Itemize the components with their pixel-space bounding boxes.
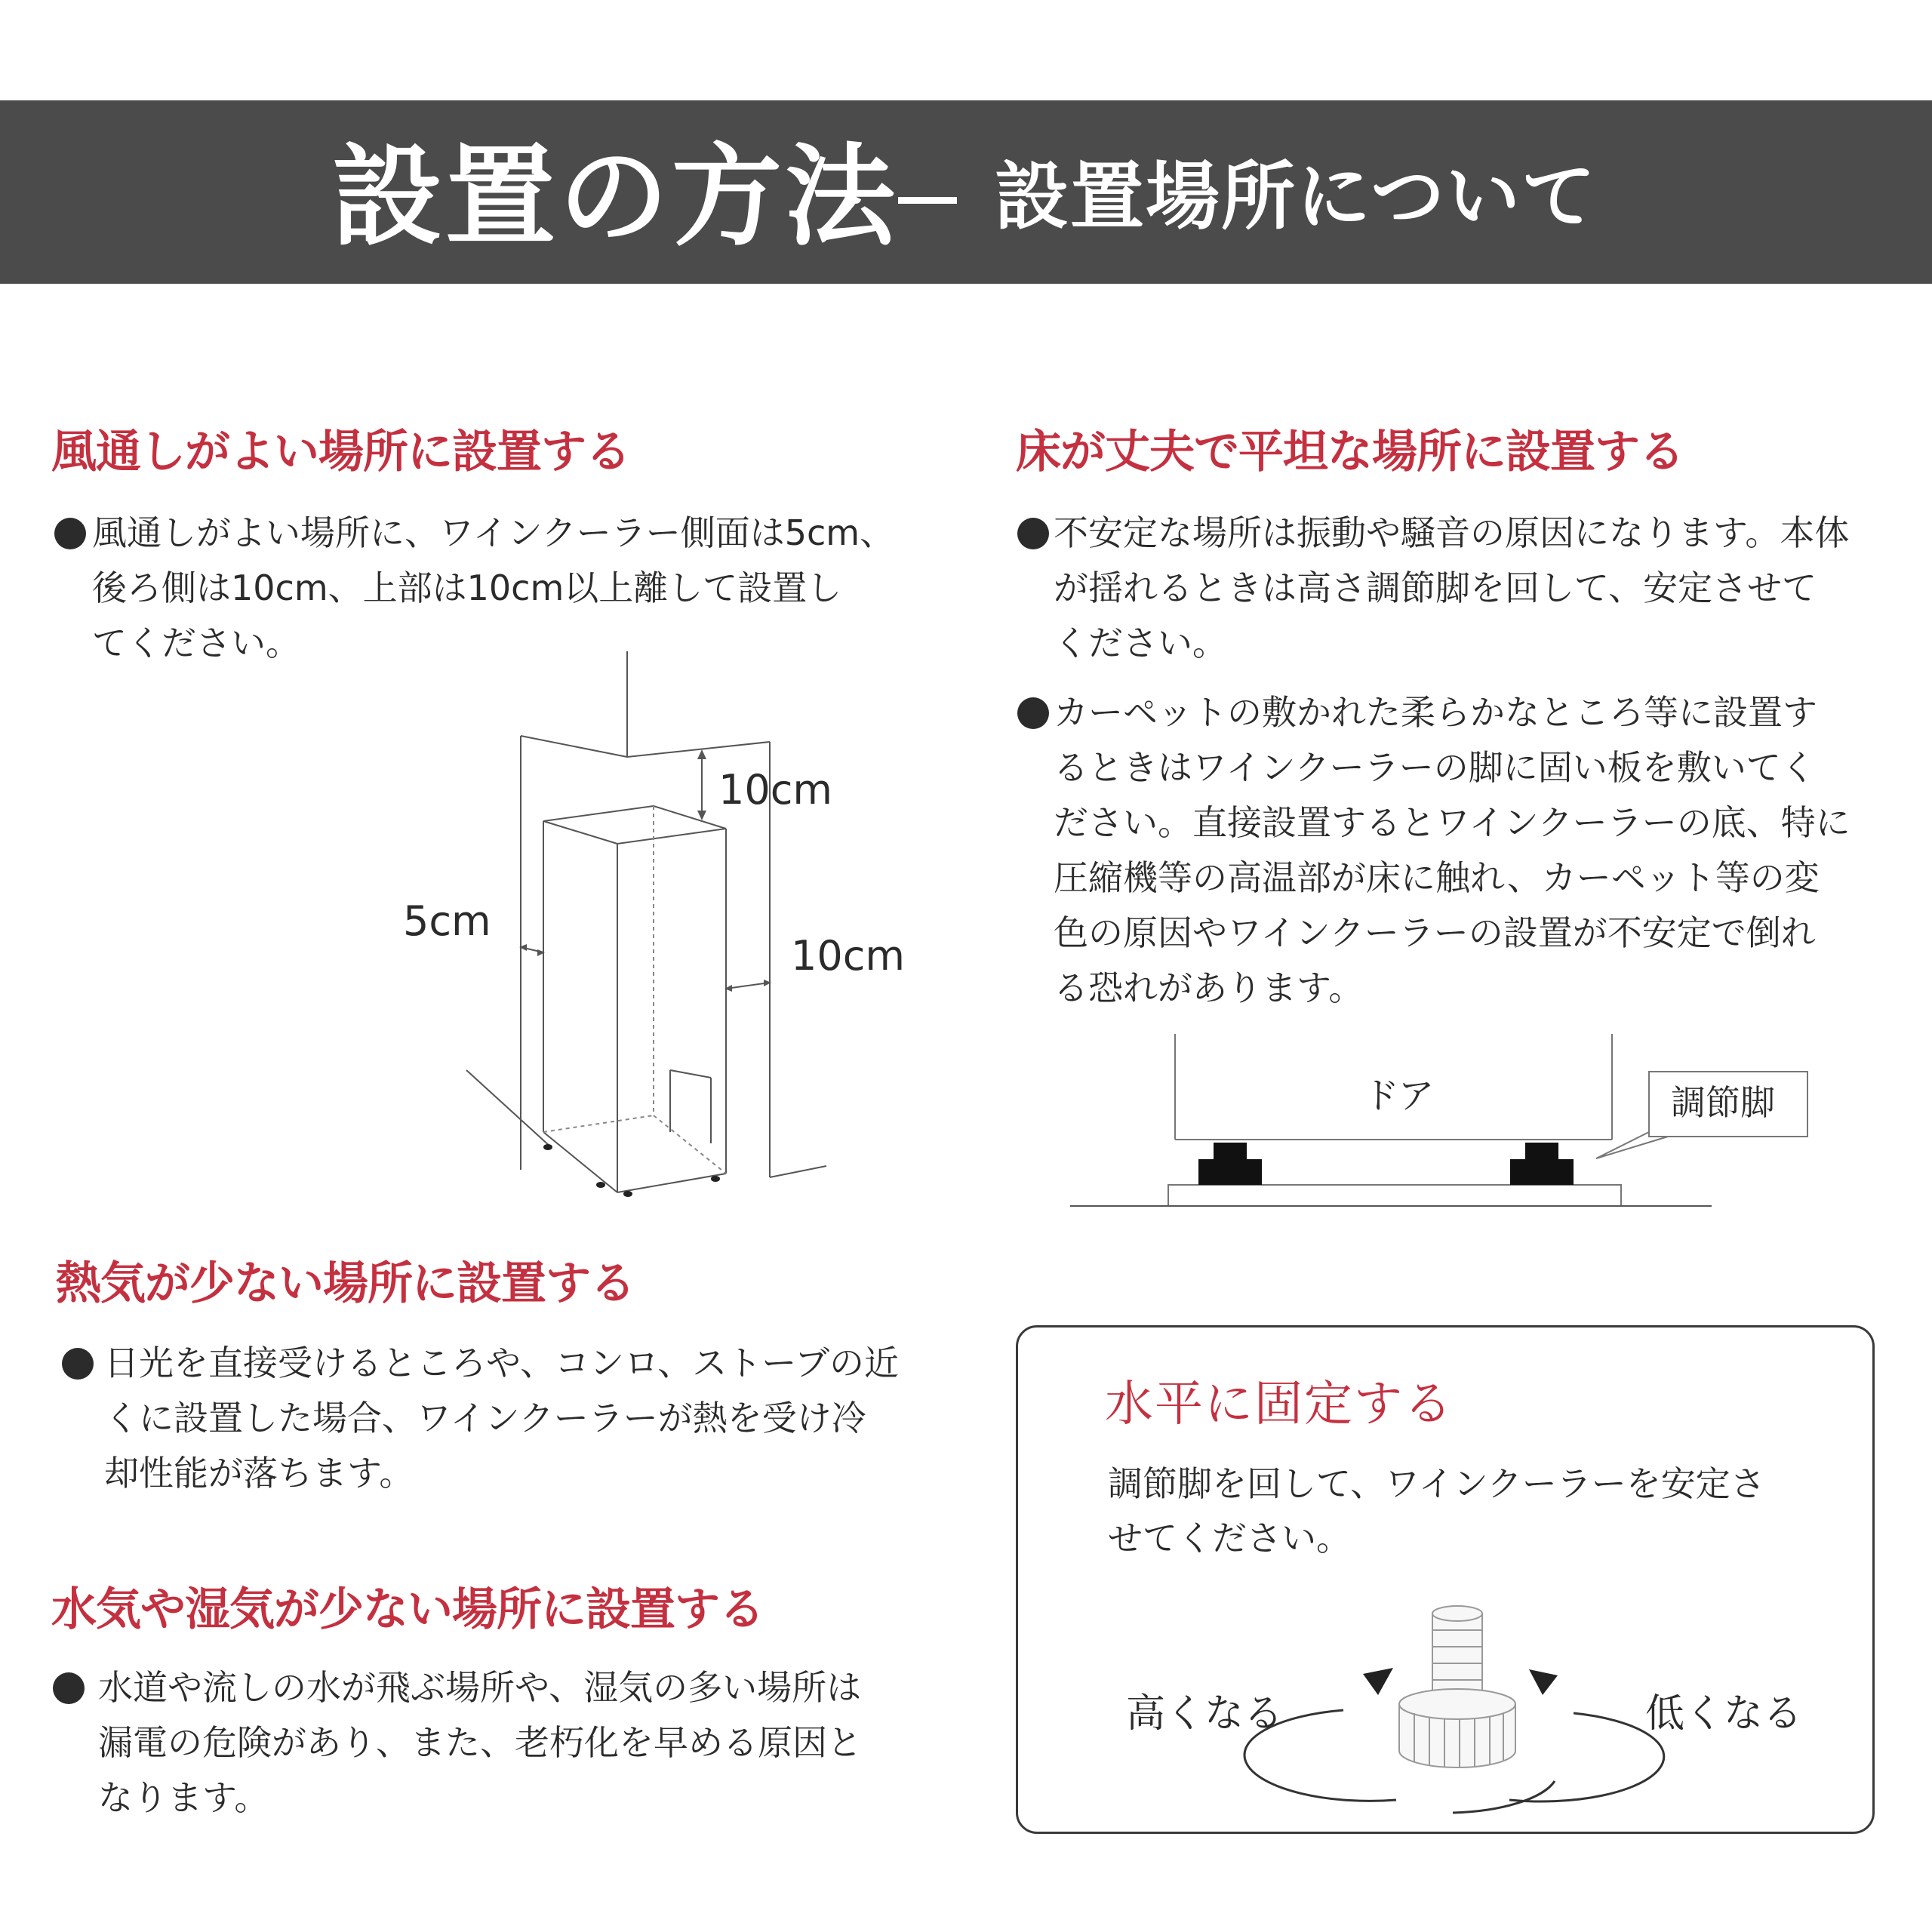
door-label: ドア: [1363, 1075, 1435, 1117]
moisture-line-1: 水道や流しの水が飛ぶ場所や、湿気の多い場所は: [98, 1667, 862, 1708]
level-line-2: せてください。: [1108, 1518, 1351, 1558]
moisture-heading: 水気や湿気が少ない場所に設置する: [51, 1583, 764, 1636]
adjustable-foot-label: 調節脚: [1671, 1082, 1775, 1123]
floor-b2-line-2: るときはワインクーラーの脚に固い板を敷いてく: [1054, 747, 1816, 788]
page-title: 設置の方法: [332, 133, 898, 261]
page-subtitle: 設置場所について: [995, 154, 1598, 240]
floor-b2-line-5: 色の原因やワインクーラーの設置が不安定で倒れ: [1054, 912, 1816, 953]
floor-b2-line-4: 圧縮機等の高温部が床に触れ、カーペット等の変: [1054, 857, 1820, 898]
back-clearance-label: 10cm: [791, 932, 906, 980]
heat-heading: 熱気が少ない場所に設置する: [56, 1257, 635, 1310]
ventilation-line-2: 後ろ側は10cm、上部は10cm以上離して設置し: [92, 568, 842, 608]
floor-b1-line-1: 不安定な場所は振動や騒音の原因になります。本体: [1054, 512, 1850, 553]
side-clearance-label: 5cm: [403, 897, 491, 945]
top-clearance-label: 10cm: [718, 766, 833, 814]
heat-line-1: 日光を直接受けるところや、コンロ、ストーブの近: [104, 1343, 899, 1383]
moisture-line-2: 漏電の危険があり、また、老朽化を早める原因と: [98, 1722, 862, 1763]
heat-line-2: くに設置した場合、ワインクーラーが熱を受け冷: [104, 1398, 866, 1438]
ventilation-line-1: 風通しがよい場所に、ワインクーラー側面は5cm、: [92, 512, 895, 553]
heat-line-3: 却性能が落ちます。: [104, 1453, 414, 1494]
moisture-line-3: なります。: [98, 1777, 269, 1818]
floor-b2-line-3: ださい。直接設置するとワインクーラーの底、特に: [1054, 802, 1850, 843]
ventilation-heading: 風通しがよい場所に設置する: [51, 426, 630, 478]
ventilation-line-3: てください。: [92, 623, 300, 663]
floor-b2-line-6: る恐れがあります。: [1054, 968, 1364, 1008]
level-heading: 水平に固定する: [1105, 1377, 1454, 1432]
level-line-1: 調節脚を回して、ワインクーラーを安定さ: [1108, 1463, 1765, 1504]
lower-label: 低くなる: [1645, 1691, 1803, 1737]
floor-b2-line-1: カーペットの敷かれた柔らかなところ等に設置す: [1054, 692, 1817, 733]
floor-b1-line-3: ください。: [1054, 623, 1227, 663]
floor-b1-line-2: が揺れるときは高さ調節脚を回して、安定させて: [1054, 568, 1817, 608]
floor-heading: 床が丈夫で平坦な場所に設置する: [1016, 426, 1684, 478]
higher-label: 高くなる: [1126, 1691, 1284, 1737]
